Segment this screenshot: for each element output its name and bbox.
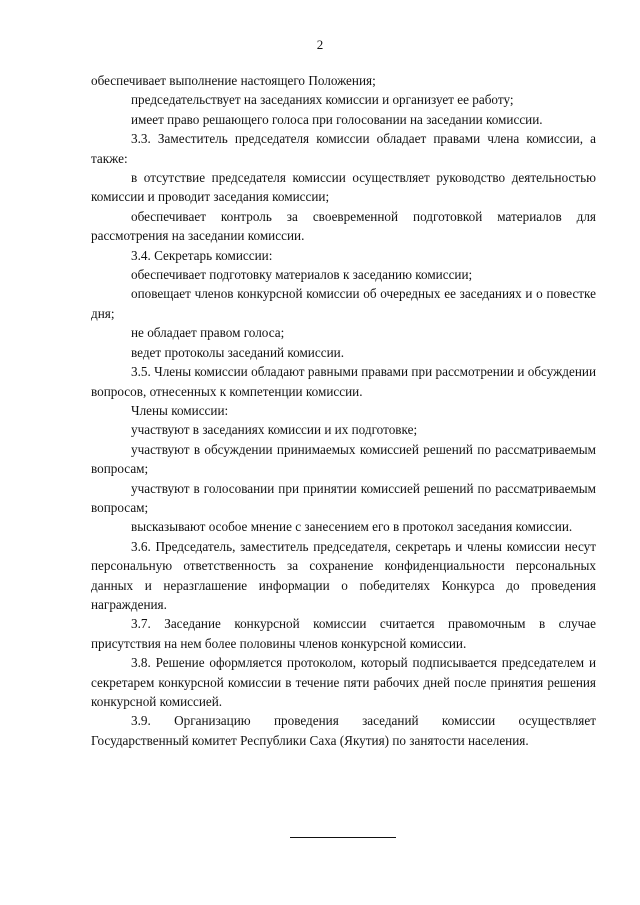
paragraph: обеспечивает выполнение настоящего Положения; — [91, 73, 376, 88]
paragraph: 3.4. Секретарь комиссии: — [131, 247, 273, 263]
paragraph: 3.6. Председатель, заместитель председателя, секретарь и члены комиссии несут персональную ответственность за сохранение конфиденциальности персональных данных и неразглашение информации о победителях Конкурса до проведения награждения. — [91, 538, 596, 612]
paragraph: 3.8. Решение оформляется протоколом, который подписывается председателем и секретарем конкурсной комиссии в течение пяти рабочих дней после принятия решения конкурсной комиссией. — [91, 655, 596, 709]
paragraph: в отсутствие председателя комиссии осуществляет руководство деятельностью комиссии и проводит заседания комиссии; — [91, 170, 596, 205]
paragraph: ведет протоколы заседаний комиссии. — [131, 344, 344, 360]
paragraph: председательствует на заседаниях комиссии и организует ее работу; — [131, 92, 514, 108]
paragraph: участвуют в голосовании при принятии комиссией решений по рассматриваемым вопросам; — [91, 480, 596, 515]
paragraph: Члены комиссии: — [131, 402, 229, 418]
paragraph: участвуют в заседаниях комиссии и их подготовке; — [131, 422, 418, 438]
footer-divider — [290, 837, 396, 838]
paragraph: не обладает правом голоса; — [131, 325, 285, 341]
paragraph: высказывают особое мнение с занесением его в протокол заседания комиссии. — [131, 519, 573, 535]
paragraph: 3.7. Заседание конкурсной комиссии считается правомочным в случае присутствия на нем более половины членов конкурсной комиссии. — [91, 616, 596, 651]
paragraph: 3.9. Организацию проведения заседаний комиссии осуществляет Государственный комитет Республики Саха (Якутия) по занятости населения. — [91, 713, 596, 748]
paragraph: оповещает членов конкурсной комиссии об очередных ее заседаниях и о повестке дня; — [91, 286, 596, 321]
paragraph: обеспечивает контроль за своевременной подготовкой материалов для рассмотрения на заседании комиссии. — [91, 208, 596, 244]
document-body — [91, 71, 596, 750]
page-number: 2 — [316, 37, 324, 52]
paragraph: имеет право решающего голоса при голосовании на заседании комиссии. — [131, 111, 543, 127]
paragraph: обеспечивает подготовку материалов к заседанию комиссии; — [131, 267, 473, 283]
paragraph: участвуют в обсуждении принимаемых комиссией решений по рассматриваемым вопросам; — [91, 441, 596, 477]
paragraph: 3.5. Члены комиссии обладают равными правами при рассмотрении и обсуждении вопросов, отнесенных к компетенции комиссии. — [91, 364, 596, 399]
paragraph: 3.3. Заместитель председателя комиссии обладает правами члена комиссии, а также: — [91, 131, 596, 166]
